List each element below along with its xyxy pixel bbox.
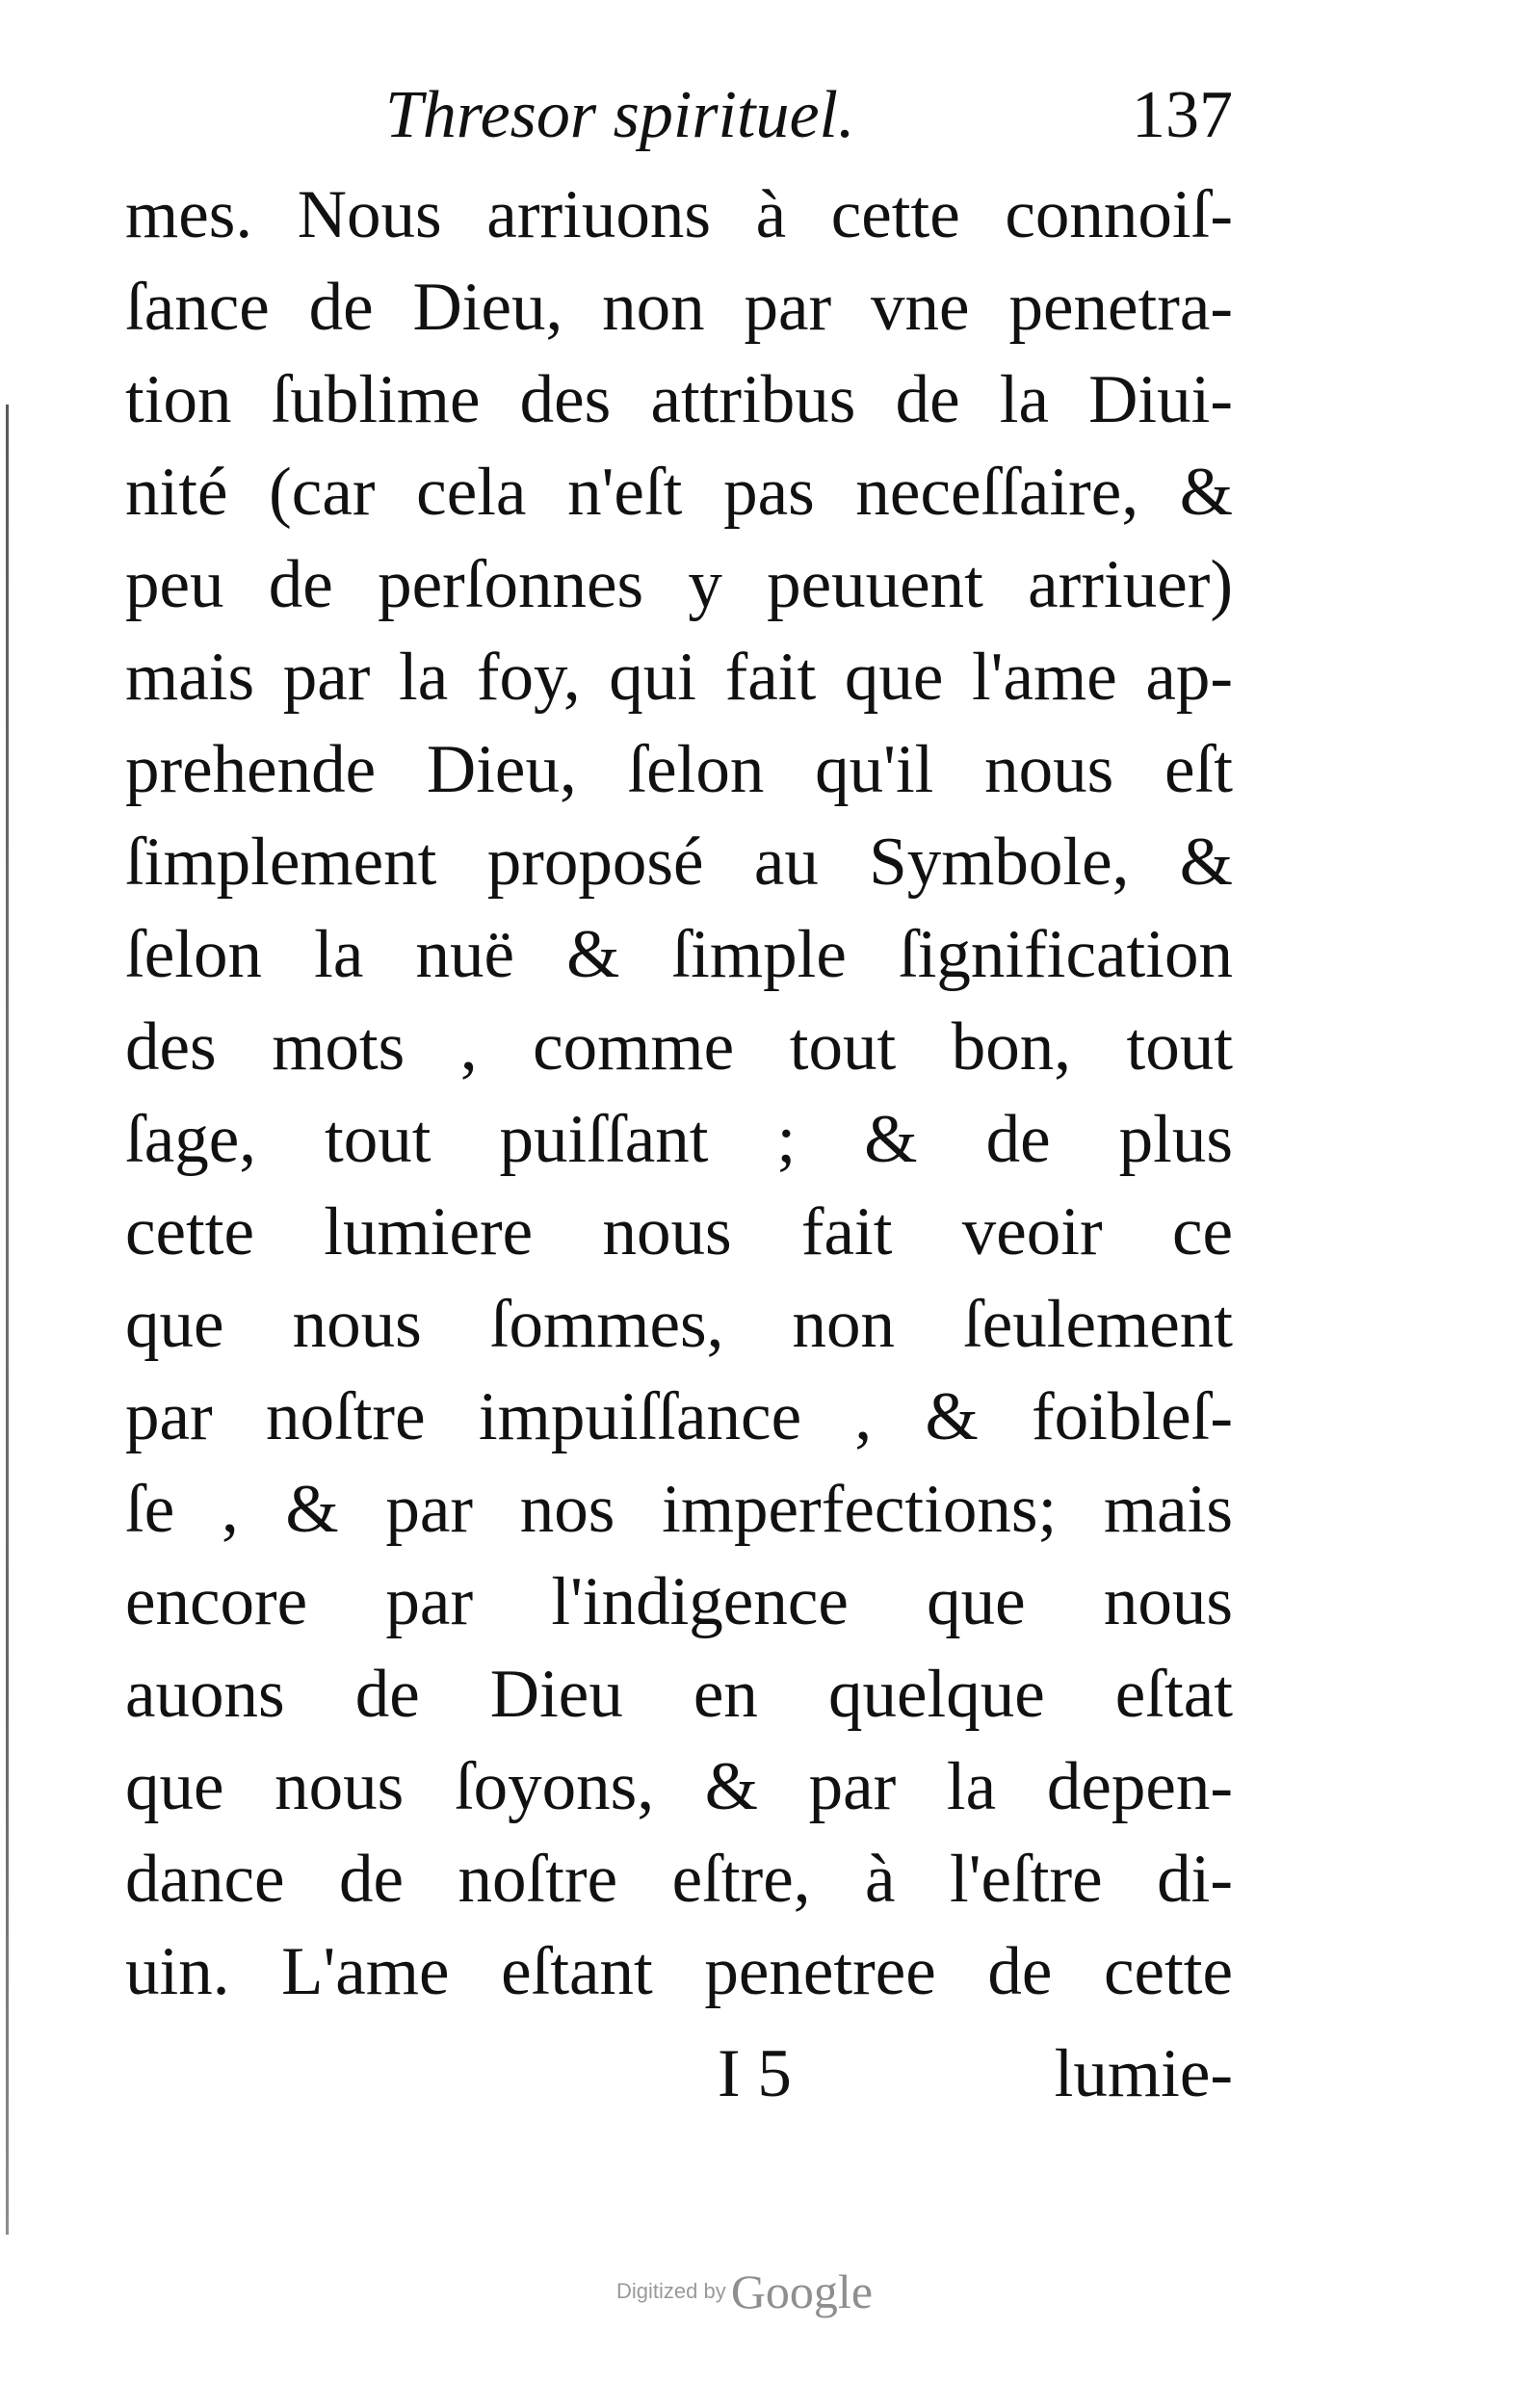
text-line: ſelon la nuë & ſimple ſignification — [125, 917, 1233, 992]
watermark-prefix: Digitized by — [616, 2279, 726, 2303]
text-line: uin. L'ame eſtant penetree de cette — [125, 1934, 1233, 2009]
running-title: Thresor spirituel. — [385, 78, 855, 152]
text-line: nité (car cela n'eſt pas neceſſaire, & — [125, 455, 1233, 530]
text-line: prehende Dieu, ſelon qu'il nous eſt — [125, 732, 1233, 807]
text-line: tion ſublime des attribus de la Diui- — [125, 362, 1233, 437]
text-line: peu de perſonnes y peuuent arriuer) — [125, 547, 1233, 622]
text-line: que nous ſoyons, & par la depen- — [125, 1749, 1233, 1824]
body-text — [125, 169, 1233, 2018]
signature-mark: I 5 — [718, 2036, 792, 2111]
text-line: dance de noſtre eſtre, à l'eſtre di- — [125, 1842, 1233, 1917]
watermark-brand: Google — [730, 2264, 874, 2318]
text-line: ſe , & par nos imperfections; mais — [125, 1472, 1233, 1547]
catchword: lumie- — [1054, 2036, 1233, 2111]
page-edge-shadow — [6, 405, 9, 2235]
text-line: mes. Nous arriuons à cette connoiſ- — [125, 177, 1233, 252]
text-line: ſage, tout puiſſant ; & de plus — [125, 1102, 1233, 1177]
text-line: que nous ſommes, non ſeulement — [125, 1287, 1233, 1362]
text-line: par noſtre impuiſſance , & foibleſ- — [125, 1379, 1233, 1454]
page-footer — [125, 2028, 1233, 2120]
text-line: ſimplement proposé au Symbole, & — [125, 824, 1233, 900]
text-line: cette lumiere nous fait veoir ce — [125, 1194, 1233, 1269]
page-number: 137 — [1132, 78, 1233, 152]
text-line: encore par l'indigence que nous — [125, 1564, 1233, 1639]
text-line: auons de Dieu en quelque eſtat — [125, 1657, 1233, 1732]
digitization-watermark — [616, 2264, 944, 2341]
text-line: ſance de Dieu, non par vne penetra- — [125, 270, 1233, 345]
text-line: mais par la foy, qui fait que l'ame ap- — [125, 640, 1233, 715]
page-header — [125, 63, 1233, 169]
text-line: des mots , comme tout bon, tout — [125, 1009, 1233, 1085]
